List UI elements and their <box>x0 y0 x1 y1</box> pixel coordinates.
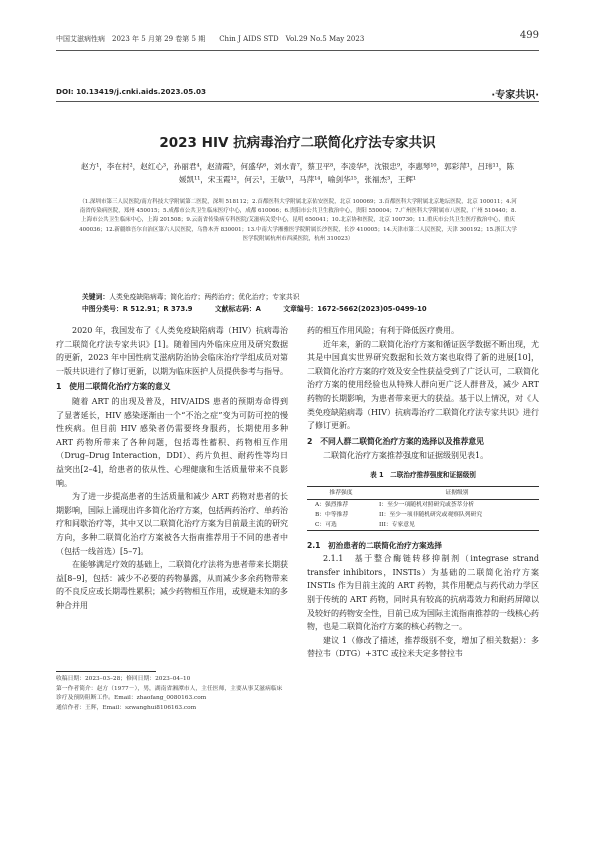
page-number: 499 <box>519 30 539 41</box>
table-cell: III：专家意见 <box>375 520 539 531</box>
paragraph: 在能够满足疗效的基础上，二联简化疗法将为患者带来长期获益[8–9]，包括：减少不必要的药物暴露，从而减少多余药物带来的不良反应或长期毒性累积；减少药物相互作用，或规避未知的多种合并用 <box>56 560 288 610</box>
author-list: 赵方¹，李在村²，赵红心³，孙丽君⁴，赵清霞⁵，何盛华⁶，刘水青⁷，蔡卫平⁸，李凌华⁸，沈银忠⁹，李惠琴¹⁰，郭彩萍¹，吕玮¹¹，陈媛凯¹¹，宋玉霞¹²，何云¹，王敏¹³，马萍¹⁴，喻剑华¹⁵，张福杰³，王辉¹ <box>81 162 514 184</box>
section-heading-1: 1 使用二联简化治疗方案的意义 <box>56 382 171 392</box>
recommendation-table <box>307 486 539 531</box>
paragraph: 二联简化治疗方案推荐强度和证据级别见表1。 <box>323 451 489 461</box>
article-title: 2023 HIV 抗病毒治疗二联简化疗法专家共识 <box>159 135 436 151</box>
footnote-rule <box>56 671 156 672</box>
table-title: 表 1 二联治疗推荐强度和证据级别 <box>370 470 476 479</box>
first-author-bio: 第一作者简介：赵方（1977－），男，湖南省湘潭市人，主任医师，主要从事艾滋病临床诊疗及预防阻断工作。Email：zhaofang_0080163.com <box>56 685 283 702</box>
table-header: 证据级别 <box>375 486 539 499</box>
table-row <box>307 520 539 531</box>
document-code: 文献标志码：A <box>214 305 261 313</box>
table-row <box>307 499 539 510</box>
paragraph: 随着 ART 的出现及普及，HIV/AIDS 患者的预期寿命得到了显著延长，HIV 感染逐渐由一个“不治之症”变为可防可控的慢性疾病。但目前 HIV 感染者仍需要终身服药，长期使用多种 ART 药物所带来了各种问题，包括毒性蓄积、药物相互作用（Drug–Drug Interaction，DDI）、药片负担、耐药性等均日益突出[2–4]，给患者的依从性、心理健康和生活质量带来不良影响。 <box>56 396 288 488</box>
paragraph: 药的相互作用风险；有利于降低医疗费用。 <box>307 326 459 335</box>
paragraph: 为了进一步提高患者的生活质量和减少 ART 药物对患者的长期影响，国际上涌现出许多简化治疗方案，包括两药治疗、单药治疗和间歇治疗等，其中又以二联简化治疗方案为目前最主流的研究方向，多种二联简化治疗方案被各大指南推荐用于不同的患者中（包括一线首选）[5–7]。 <box>56 492 288 556</box>
table-cell: C：可选 <box>307 520 375 531</box>
table-header: 推荐强度 <box>307 486 375 499</box>
footnotes <box>56 675 288 713</box>
left-column <box>56 324 288 612</box>
paragraph: 2.1.1 基于整合酶链转移抑制剂（integrase strand transfer inhibitors，INSTIs）为基础的二联简化治疗方案 INSTIs 作为目前主流的 ART 药物，其作用靶点与药代动力学区别于传统的 ART 药物，同时具有较高的抗病毒效力和耐药屏障以及较好的药物安全性，目前已成为国际主流指南推荐的一线核心药物，也是二联简化治疗方案的核心药物之一。 <box>307 554 547 632</box>
paragraph: 近年来，新的二联简化治疗方案和循证医学数据不断出现，尤其是中国真实世界研究数据和长效方案也取得了新的进展[10]，二联简化治疗方案的疗效及安全性获益受到了广泛认可，二联简化治疗方案的使用经验也从特殊人群向更广泛人群普及，减少 ART 药物的长期影响，为患者带来更大的获益。基于以上情况，对《人类免疫缺陷病毒（HIV）抗病毒治疗二联简化疗法专家共识》进行了修订更新。 <box>307 339 539 431</box>
keywords-label: 关键词： <box>82 293 110 301</box>
affiliations: （1.深圳市第三人民医院/南方科技大学附属第二医院，深圳 518112；2.首都医科大学附属北京佑安医院，北京 100069；3.首都医科大学附属北京地坛医院，北京 100011；4.河南省传染病医院，郑州 450015；5.成都市公共卫生临床医疗中心，成都 610066；6.贵阳市公共卫生救治中心，贵阳 550004；7.广州医科大学附属市八医院，广州 510440；8.上海市公共卫生临床中心，上海 201508；9.云南省传染病专科医院/艾滋病关爱中心，昆明 650041；10.北京协和医院，北京 100730；11.重庆市公共卫生医疗救治中心，重庆 400036；12.新疆维吾尔自治区第六人民医院，乌鲁木齐 830001；13.中南大学湘雅医学院附属长沙医院，长沙 410005；14.天津市第二人民医院，天津 300192；15.浙江大学医学院附属杭州市西溪医院，杭州 310023） <box>79 199 517 242</box>
running-header <box>56 30 539 44</box>
paragraph: 建议 1（修改了描述，推荐级别不变，增加了相关数据）：多替拉韦（DTG）+3TC 或拉米夫定多替拉韦 <box>307 635 539 659</box>
article-number: 文章编号：1672-5662(2023)05-0499-10 <box>283 305 427 313</box>
doi-rule <box>56 101 539 102</box>
subsection-heading: 2.1 初治患者的二联简化治疗方案选择 <box>307 540 442 550</box>
journal-info: 中国艾滋病性病 2023 年 5 月第 29 卷第 5 期 Chin J AIDS STD Vol.29 No.5 May 2023 <box>56 35 365 43</box>
section-heading-2: 2 不同人群二联简化治疗方案的选择以及推荐意见 <box>307 436 484 446</box>
clc-number: 中图分类号：R 512.91；R 373.9 <box>82 305 193 313</box>
table-row <box>307 510 539 520</box>
keywords <box>82 291 522 301</box>
table-cell: A：强烈推荐 <box>315 501 349 508</box>
table-cell: I：至少一项随机对照研究或荟萃分析 <box>379 501 475 508</box>
corresponding-author: 通信作者：王辉，Email：szwanghui8106163.com <box>56 704 197 711</box>
right-column <box>307 324 547 661</box>
doi[interactable]: DOI: 10.13419/j.cnki.aids.2023.05.03 <box>56 87 206 96</box>
paragraph: 2020 年，我国发布了《人类免疫缺陷病毒（HIV）抗病毒治疗二联简化疗法专家共识》[1]。随着国内外临床应用及研究数据的更新，2023 年中国性病艾滋病防治协会临床治疗学组成员对第一版共识进行了修订更新，以期为临床医护人员提供参考与指导。 <box>56 326 288 376</box>
keywords-text: 人类免疫缺陷病毒；简化治疗；两药治疗；优化治疗；专家共识 <box>109 293 300 301</box>
section-tag: ·专家共识· <box>491 90 539 101</box>
classification-line <box>82 303 522 313</box>
received-date: 收稿日期：2023–03–28；修回日期：2023–04–10 <box>56 676 191 682</box>
table-cell: B：中等推荐 <box>315 511 349 518</box>
header-rule <box>56 50 539 51</box>
table-cell: II：至少一项非随机研究或观察队列研究 <box>379 511 483 518</box>
